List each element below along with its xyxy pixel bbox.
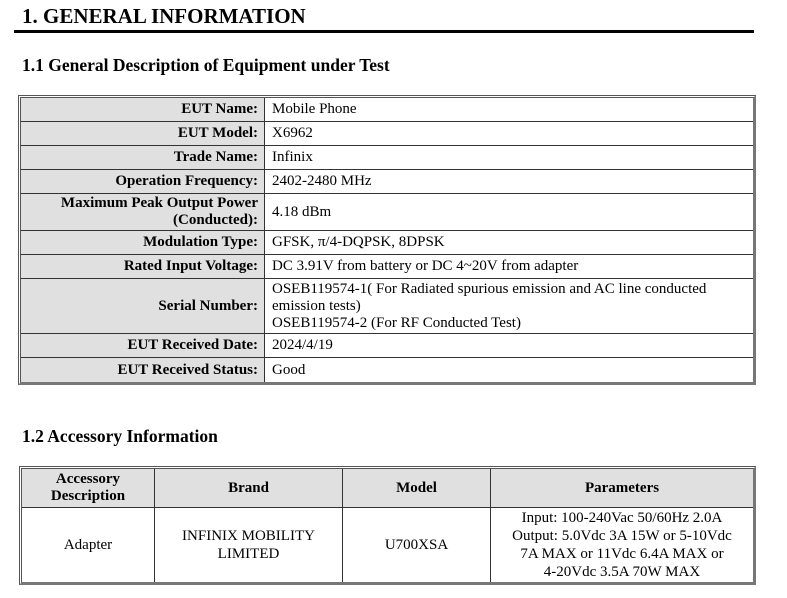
header-parameters: Parameters [491, 469, 753, 508]
parameter-line: Input: 100-240Vac 50/60Hz 2.0A [521, 510, 723, 526]
max-output-power-label [21, 194, 265, 231]
header-line: Accessory [55, 471, 121, 487]
operation-frequency-value: 2402-2480 MHz [265, 170, 753, 194]
parameter-line: Output: 5.0Vdc 3A 15W or 5-10Vdc [512, 528, 732, 544]
accessory-model-cell: U700XSA [343, 508, 491, 582]
operation-frequency-label: Operation Frequency: [21, 170, 265, 194]
header-line: Description [50, 488, 126, 504]
subsection-title-eut: 1.1 General Description of Equipment under Test [22, 55, 390, 75]
modulation-type-label: Modulation Type: [21, 231, 265, 255]
serial-number-label: Serial Number: [21, 279, 265, 334]
subsection-title-accessory: 1.2 Accessory Information [22, 426, 218, 446]
parameter-line: 4-20Vdc 3.5A 70W MAX [543, 564, 701, 580]
eut-description-table [18, 95, 756, 385]
table-row [21, 334, 753, 358]
table-row [22, 508, 753, 582]
header-accessory-description [22, 469, 155, 508]
value-line: OSEB119574-2 (For RF Conducted Test) [272, 314, 521, 331]
title-underline [14, 30, 754, 33]
serial-number-value [265, 279, 753, 334]
table-row [21, 231, 753, 255]
table-row [21, 279, 753, 334]
accessory-brand-cell [155, 508, 343, 582]
section-title: 1. GENERAL INFORMATION [22, 4, 306, 28]
table-row [21, 255, 753, 279]
modulation-type-value: GFSK, π/4-DQPSK, 8DPSK [265, 231, 753, 255]
table-row [21, 194, 753, 231]
table-row [21, 146, 753, 170]
received-status-label: EUT Received Status: [21, 358, 265, 382]
brand-line: INFINIX MOBILITY [182, 528, 315, 544]
received-status-value: Good [265, 358, 753, 382]
table-row [21, 122, 753, 146]
eut-model-value: X6962 [265, 122, 753, 146]
eut-model-label: EUT Model: [21, 122, 265, 146]
trade-name-label: Trade Name: [21, 146, 265, 170]
accessory-table [19, 466, 756, 585]
received-date-value: 2024/4/19 [265, 334, 753, 358]
trade-name-value: Infinix [265, 146, 753, 170]
parameter-line: 7A MAX or 11Vdc 6.4A MAX or [520, 546, 724, 562]
received-date-label: EUT Received Date: [21, 334, 265, 358]
table-row [21, 98, 753, 122]
brand-line: LIMITED [217, 546, 280, 562]
value-line: OSEB119574-1( For Radiated spurious emission and AC line conducted [272, 280, 707, 297]
eut-name-value: Mobile Phone [265, 98, 753, 122]
max-output-power-value: 4.18 dBm [265, 194, 753, 231]
header-brand: Brand [155, 469, 343, 508]
accessory-parameters-cell [491, 508, 753, 582]
value-line: emission tests) [272, 297, 361, 314]
rated-input-voltage-value: DC 3.91V from battery or DC 4~20V from adapter [265, 255, 753, 279]
header-model: Model [343, 469, 491, 508]
accessory-description-cell: Adapter [22, 508, 155, 582]
eut-name-label: EUT Name: [21, 98, 265, 122]
table-row [21, 358, 753, 382]
table-header-row [22, 469, 753, 508]
label-line: (Conducted): [173, 212, 258, 228]
label-line: Maximum Peak Output Power [60, 195, 258, 211]
table-row [21, 170, 753, 194]
rated-input-voltage-label: Rated Input Voltage: [21, 255, 265, 279]
